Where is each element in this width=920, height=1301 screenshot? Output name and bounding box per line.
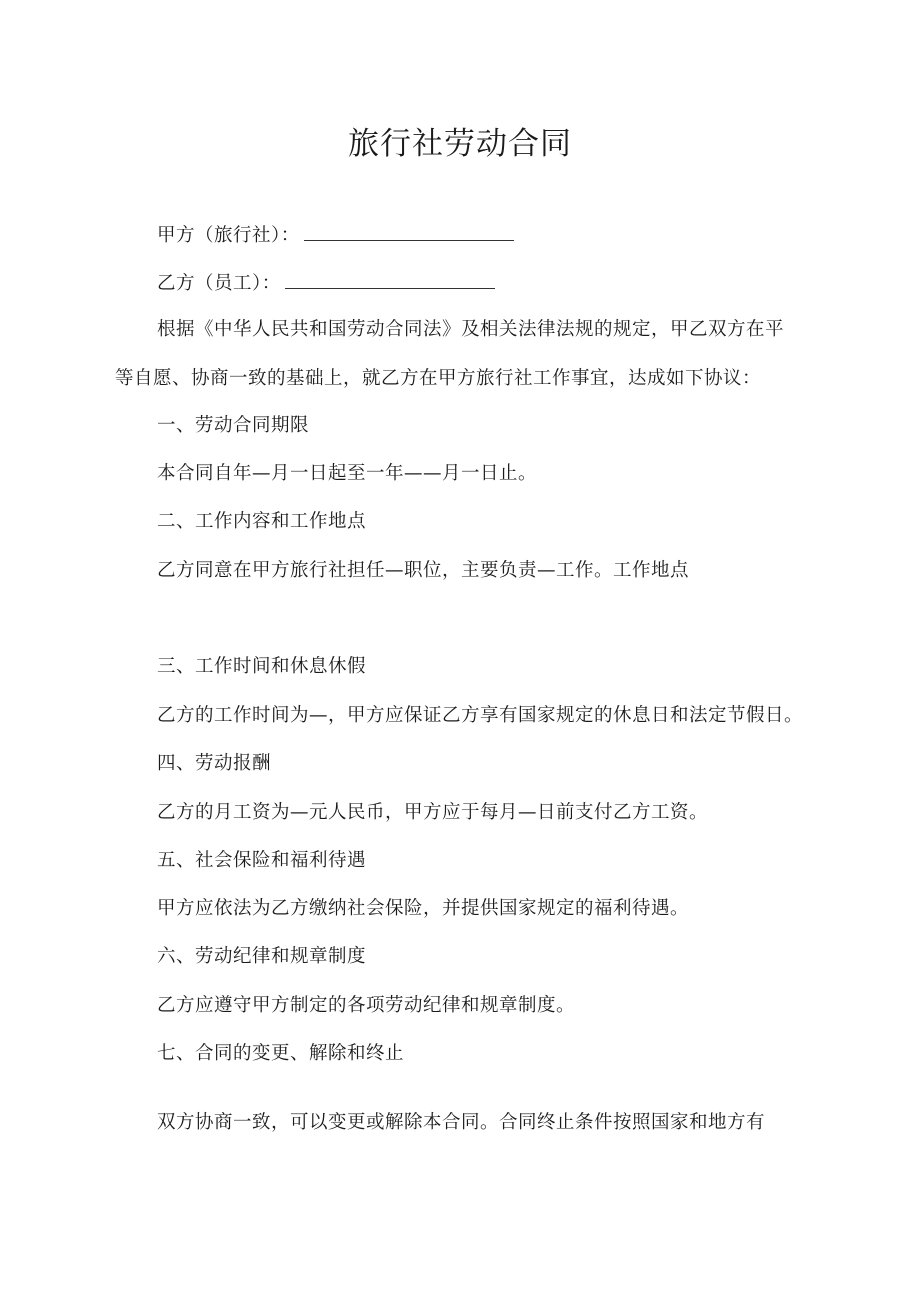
section-3-heading: 三、工作时间和休息休假 [157, 656, 367, 677]
party-b-label: 乙方（员工）： [157, 273, 281, 294]
section-4-body: 乙方的月工资为—元人民币，甲方应于每月—日前支付乙方工资。 [157, 802, 709, 823]
party-a-label: 甲方（旅行社）： [157, 225, 300, 246]
section-6-heading: 六、劳动纪律和规章制度 [157, 946, 367, 967]
section-3-body: 乙方的工作时间为—，甲方应保证乙方享有国家规定的休息日和法定节假日。 [157, 705, 804, 726]
party-a-blank [304, 222, 514, 241]
section-1-heading: 一、劳动合同期限 [157, 415, 310, 436]
section-1-body: 本合同自年—月一日起至一年——月一日止。 [157, 463, 538, 484]
intro-line-2: 等自愿、协商一致的基础上，就乙方在甲方旅行社工作事宜，达成如下协议： [115, 368, 762, 389]
section-5-body: 甲方应依法为乙方缴纳社会保险，并提供国家规定的福利待遇。 [157, 898, 690, 919]
intro-line-1: 根据《中华人民共和国劳动合同法》及相关法律法规的规定，甲乙双方在平 [157, 319, 785, 340]
document-title: 旅行社劳动合同 [348, 126, 572, 162]
section-6-body: 乙方应遵守甲方制定的各项劳动纪律和规章制度。 [157, 995, 576, 1016]
section-7-heading: 七、合同的变更、解除和终止 [157, 1043, 405, 1064]
section-2-body: 乙方同意在甲方旅行社担任—职位，主要负责—工作。工作地点 [157, 560, 690, 581]
party-a-line [157, 222, 514, 248]
section-4-heading: 四、劳动报酬 [157, 753, 272, 774]
party-b-line [157, 270, 495, 296]
section-5-heading: 五、社会保险和福利待遇 [157, 850, 367, 871]
section-2-heading: 二、工作内容和工作地点 [157, 511, 367, 532]
party-b-blank [285, 270, 495, 289]
section-7-body: 双方协商一致，可以变更或解除本合同。合同终止条件按照国家和地方有 [157, 1112, 766, 1133]
